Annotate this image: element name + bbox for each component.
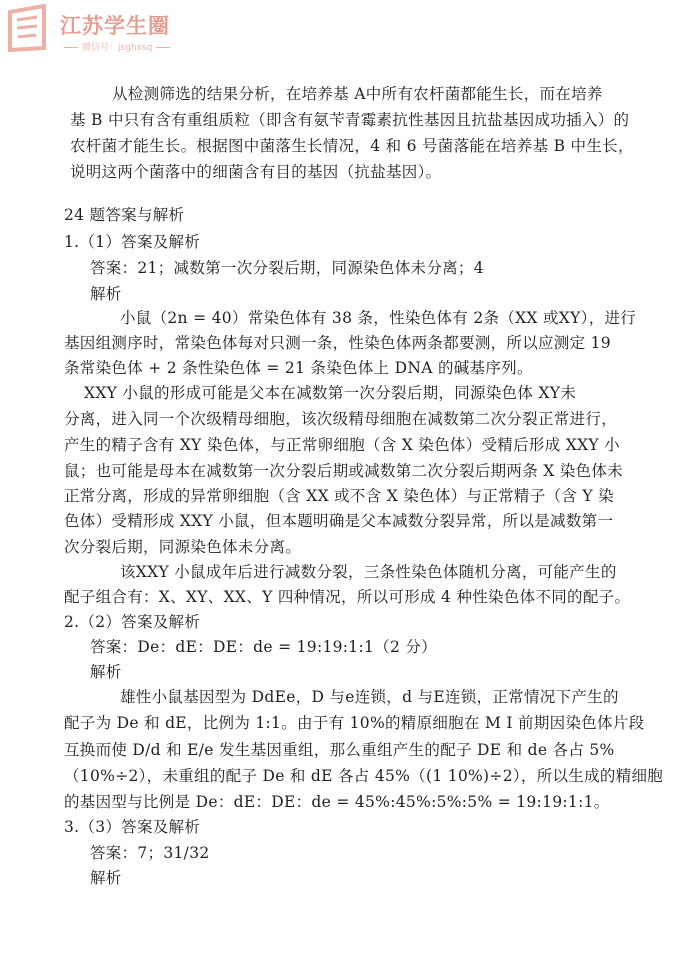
paragraph-line: 鼠；也可能是母本在减数第一次分裂后期或减数第二次分裂后期两条 X 染色体未 — [64, 462, 623, 480]
paragraph-line: 条常染色体 + 2 条性染色体 = 21 条染色体上 DNA 的碱基序列。 — [64, 359, 533, 377]
analysis-label: 解析 — [90, 869, 122, 887]
paragraph-line: 色体）受精形成 XXY 小鼠，但本题明确是父本减数分裂异常，所以是减数第一 — [64, 512, 614, 530]
paragraph-line: 产生的精子含有 XY 染色体，与正常卵细胞（含 X 染色体）受精后形成 XXY 小 — [64, 436, 620, 454]
paragraph-line: （10%÷2），未重组的配子 De 和 dE 各占 45%（(1 10%)÷2），所以生成的精细胞 — [64, 767, 664, 785]
paragraph-line: 基 B 中只有含有重组质粒（即含有氨苄青霉素抗性基因且抗盐基因成功插入）的 — [70, 111, 630, 129]
paragraph-line: 的基因型与比例是 De：dE：DE：de = 45%:45%:5%:5% = 19:19:1:1。 — [64, 793, 610, 811]
paragraph-line: 基因组测序时，常染色体每对只测一条，性染色体两条都要测，所以应测定 19 — [64, 334, 611, 352]
question-heading: 3.（3）答案及解析 — [64, 818, 201, 836]
section-heading: 24 题答案与解析 — [64, 206, 185, 224]
paragraph-line: 互换而使 D/d 和 E/e 发生基因重组，那么重组产生的配子 DE 和 de 各占 5% — [64, 741, 615, 759]
paragraph-line: 雄性小鼠基因型为 DdEe，D 与e连锁，d 与E连锁，正常情况下产生的 — [120, 688, 619, 706]
paragraph-line: 从检测筛选的结果分析，在培养基 A中所有农杆菌都能生长，而在培养 — [112, 85, 603, 103]
paragraph-line: XXY 小鼠的形成可能是父本在减数第一次分裂后期，同源染色体 XY未 — [84, 384, 577, 402]
answer-line: 答案：7；31/32 — [90, 844, 210, 862]
answer-line: 答案：21；减数第一次分裂后期，同源染色体未分离；4 — [90, 259, 484, 277]
paragraph-line: 分离，进入同一个次级精母细胞，该次级精母细胞在减数第二次分裂正常进行， — [64, 410, 618, 428]
brand-title: 江苏学生圈 — [60, 14, 170, 38]
paragraph-line: 正常分离，形成的异常卵细胞（含 XX 或不含 X 染色体）与正常精子（含 Y 染 — [64, 487, 614, 505]
question-heading: 2.（2）答案及解析 — [64, 613, 201, 631]
question-heading: 1.（1）答案及解析 — [64, 233, 201, 251]
analysis-label: 解析 — [90, 663, 122, 681]
paragraph-line: 小鼠（2n = 40）常染色体有 38 条，性染色体有 2条（XX 或XY），进行 — [120, 309, 637, 327]
paragraph-line: 农杆菌才能生长。根据图中菌落生长情况，4 和 6 号菌落能在培养基 B 中生长， — [70, 137, 634, 155]
paragraph-line: 说明这两个菌落中的细菌含有目的基因（抗盐基因）。 — [70, 163, 442, 181]
analysis-label: 解析 — [90, 285, 122, 303]
paragraph-line: 次分裂后期，同源染色体未分离。 — [64, 538, 302, 556]
paragraph-line: 配子组合有：X、XY、XX、Y 四种情况，所以可形成 4 种性染色体不同的配子。 — [64, 588, 631, 606]
answer-line: 答案：De：dE：DE：de = 19:19:1:1（2 分） — [90, 638, 437, 656]
paragraph-line: 该XXY 小鼠成年后进行减数分裂，三条性染色体随机分离，可能产生的 — [120, 563, 617, 581]
brand-subtitle-text: 微信号：jsghxsq — [82, 43, 153, 53]
paragraph-line: 配子为 De 和 dE，比例为 1:1。由于有 10%的精原细胞在 M I 前期因染色体片段 — [64, 714, 645, 732]
